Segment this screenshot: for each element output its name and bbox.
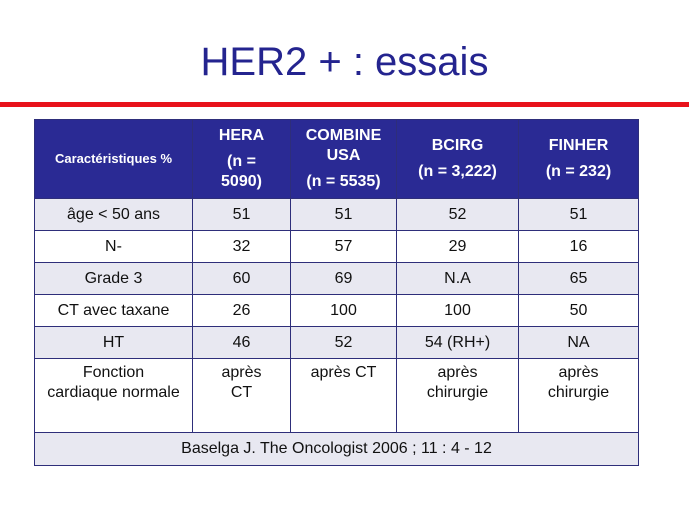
table-row [35, 199, 639, 231]
table-cell: 65 [519, 263, 639, 295]
table-row [35, 295, 639, 327]
table-row [35, 359, 639, 433]
title-divider [0, 102, 689, 107]
table-cell: 54 (RH+) [397, 327, 519, 359]
table-cell: après chirurgie [397, 359, 519, 433]
table-cell: 100 [291, 295, 397, 327]
row-label: HT [35, 327, 193, 359]
table-footer-row [35, 433, 639, 466]
row-label: Grade 3 [35, 263, 193, 295]
table-cell: 52 [397, 199, 519, 231]
table-cell: 51 [291, 199, 397, 231]
table-row [35, 263, 639, 295]
row-label: CT avec taxane [35, 295, 193, 327]
table-cell: 69 [291, 263, 397, 295]
table-row [35, 327, 639, 359]
table-row [35, 231, 639, 263]
table-cell: 16 [519, 231, 639, 263]
table-cell: 29 [397, 231, 519, 263]
table-cell: 32 [193, 231, 291, 263]
row-label: âge < 50 ans [35, 199, 193, 231]
header-characteristics: Caractéristiques % [35, 120, 193, 199]
table-cell: NA [519, 327, 639, 359]
table-cell: après CT [193, 359, 291, 433]
header-trial-finher: FINHER (n = 232) [519, 120, 639, 199]
table-cell: 26 [193, 295, 291, 327]
table-cell: 60 [193, 263, 291, 295]
row-label: N- [35, 231, 193, 263]
table-cell: 51 [193, 199, 291, 231]
trials-table [34, 119, 639, 466]
table-cell: 57 [291, 231, 397, 263]
table-cell: 52 [291, 327, 397, 359]
table-cell: 100 [397, 295, 519, 327]
header-trial-bcirg: BCIRG (n = 3,222) [397, 120, 519, 199]
citation: Baselga J. The Oncologist 2006 ; 11 : 4 - 12 [35, 433, 639, 466]
table-cell: 51 [519, 199, 639, 231]
table-cell: après chirurgie [519, 359, 639, 433]
table-cell: 46 [193, 327, 291, 359]
row-label: Fonction cardiaque normale [35, 359, 193, 433]
table-cell: après CT [291, 359, 397, 433]
table-cell: N.A [397, 263, 519, 295]
table-header-row [35, 120, 639, 199]
header-trial-combine: COMBINE USA (n = 5535) [291, 120, 397, 199]
table-cell: 50 [519, 295, 639, 327]
header-trial-hera: HERA (n = 5090) [193, 120, 291, 199]
slide-title: HER2 + : essais [200, 40, 489, 84]
